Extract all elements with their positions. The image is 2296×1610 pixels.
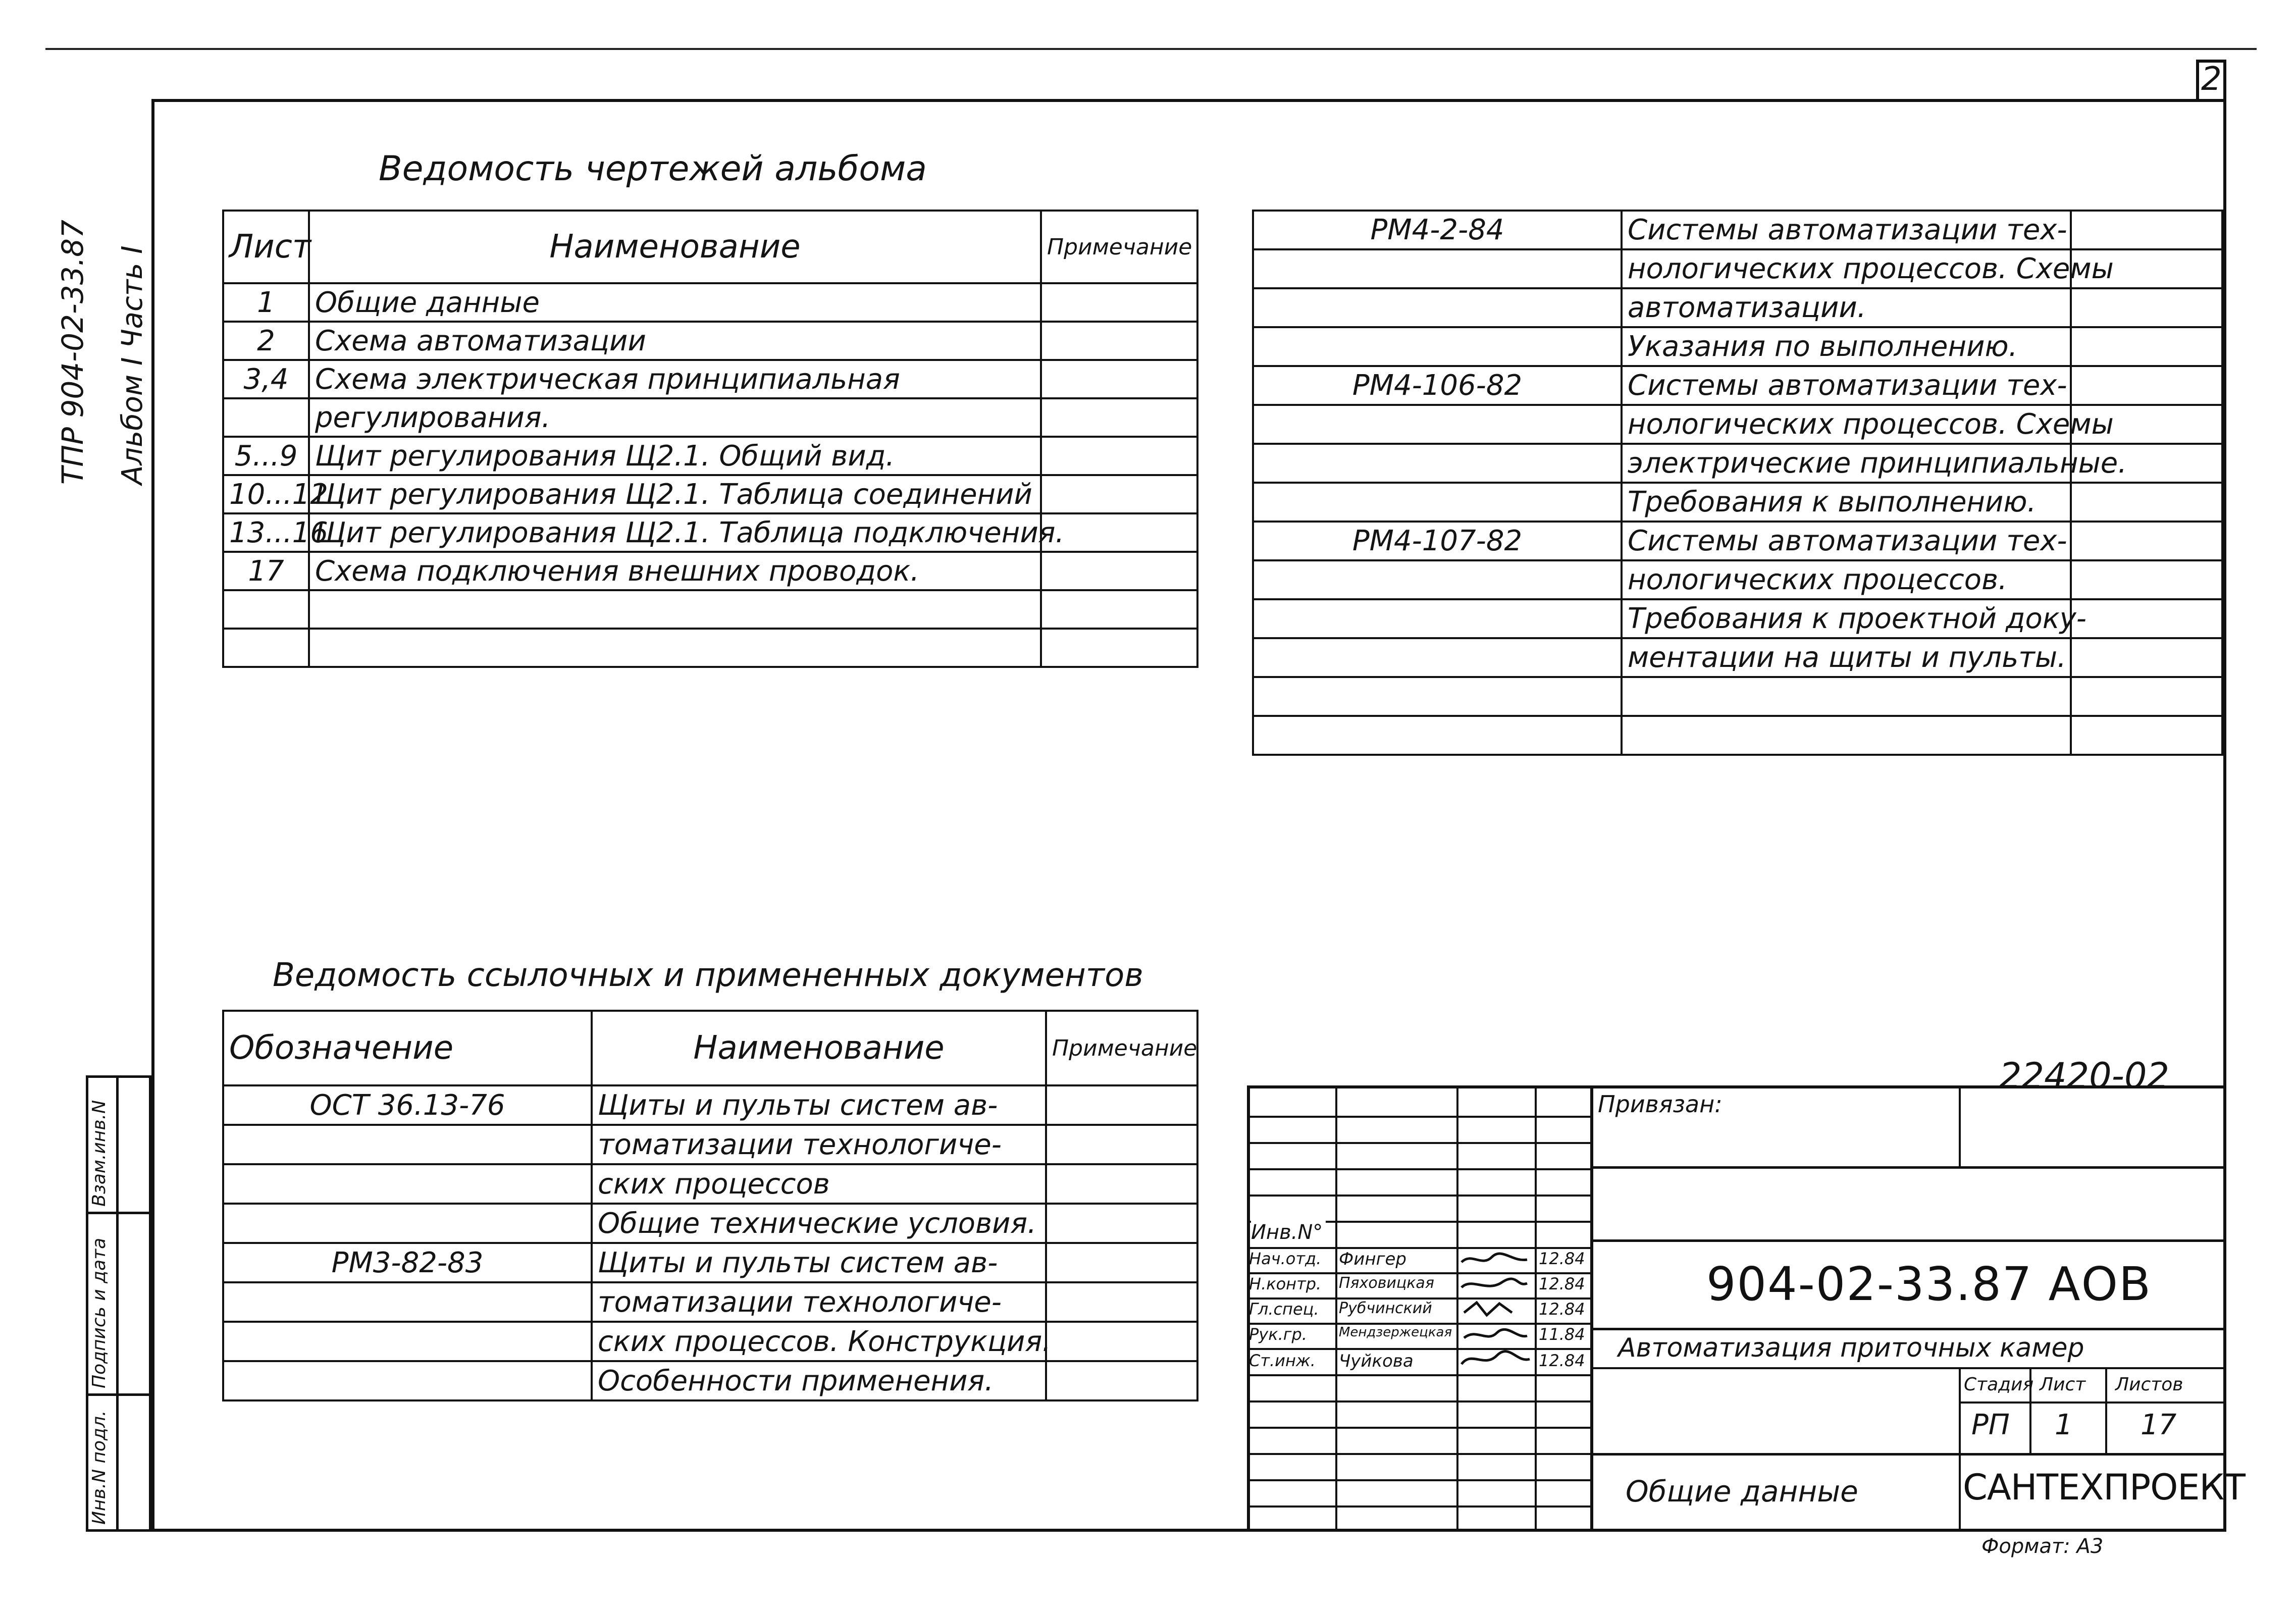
name-cell: Общие данные [309,283,1041,322]
name-cell: нологических процессов. [1622,560,2071,599]
designation: 904-02-33.87 АОВ [1706,1257,2152,1311]
code-cell: ОСТ 36.13-76 [223,1085,592,1125]
table-row [1253,444,2222,483]
name-cell: электрические принципиальные. [1622,444,2071,483]
table-row [1253,483,2222,522]
tb-vline-stage [1959,1367,1961,1532]
table-row [223,437,1197,475]
side-stamp-line2: Альбом I Часть I [116,245,149,485]
name-cell: Щит регулирования Щ2.1. Таблица соединений [309,475,1041,513]
code-cell [1253,444,1622,483]
note-cell [1046,1204,1197,1243]
table-row [223,1322,1197,1361]
tb-hline [1247,1400,1590,1403]
sheet-number: 2 [2201,61,2222,98]
name-cell [1622,716,2071,755]
table-row [223,1164,1197,1204]
table-row [223,1282,1197,1322]
name-cell: Общие технические условия. [592,1204,1046,1243]
tb-vline [1590,1085,1593,1532]
name-cell: регулирования. [309,398,1041,437]
name-cell [309,590,1041,629]
code-cell: РМ4-106-82 [1253,366,1622,405]
table-row [223,398,1197,437]
doc-title: Общие данные [1626,1474,1858,1509]
signature-mark [1462,1254,1527,1262]
sig-name: Мендзержецкая [1339,1325,1452,1340]
code-cell [1253,327,1622,366]
table-row [223,283,1197,322]
name-cell: нологических процессов. Схемы [1622,249,2071,288]
privyazan-label: Привязан: [1598,1090,1723,1118]
table-row [1253,366,2222,405]
podpis-data-label: Подпись и дата [89,1237,110,1388]
code-cell [1253,560,1622,599]
signature-mark [1464,1303,1512,1315]
signature-scribbles [1456,1247,1535,1374]
format-label: Формат: А3 [1981,1535,2104,1558]
tb-vline [1535,1085,1537,1532]
note-cell [2071,211,2222,249]
table-row [1253,638,2222,677]
table-row [223,1125,1197,1164]
code-cell [1253,638,1622,677]
code-cell [223,1125,592,1164]
signature-mark [1464,1329,1527,1338]
name-cell: Схема автоматизации [309,322,1041,360]
table-row [1253,560,2222,599]
tb-stage-hdr-line [1959,1401,2226,1404]
table-row [223,513,1197,552]
name-cell: Требования к проектной доку- [1622,599,2071,638]
note-cell [1041,322,1197,360]
note-cell [1046,1322,1197,1361]
organization: САНТЕХПРОЕКТ [1963,1467,2245,1508]
code-cell [1253,483,1622,522]
note-cell [1046,1361,1197,1400]
note-cell [2071,483,2222,522]
sheet-cell [223,629,309,667]
project-code: 22420-02 [1999,1055,2170,1097]
tb-hline [1247,1348,1590,1350]
name-cell: ских процессов [592,1164,1046,1204]
note-cell [1041,360,1197,398]
note-cell [1041,398,1197,437]
tb-hline [1247,1168,1590,1170]
code-cell [223,1164,592,1204]
note-cell [2071,288,2222,327]
name-cell: Щиты и пульты систем ав- [592,1085,1046,1125]
name-cell: Щит регулирования Щ2.1. Таблица подключения. [309,513,1041,552]
sig-role: Гл.спец. [1249,1300,1319,1319]
name-cell: Щиты и пульты систем ав- [592,1243,1046,1282]
note-cell [2071,638,2222,677]
name-cell: томатизации технологиче- [592,1125,1046,1164]
sheet-label: Лист [2040,1374,2086,1395]
code-cell [223,1361,592,1400]
name-cell [309,629,1041,667]
tb-privyazan-vline [1959,1085,1961,1166]
code-cell: РМ4-2-84 [1253,211,1622,249]
stage-value: РП [1971,1409,2010,1441]
table-row [223,322,1197,360]
table-row [223,1204,1197,1243]
code-cell: РМ3-82-83 [223,1243,592,1282]
name-cell: Требования к выполнению. [1622,483,2071,522]
drawings-list-title: Ведомость чертежей альбома [379,149,927,189]
applied-documents-table [222,1010,1198,1401]
signature-mark [1462,1352,1530,1364]
sheets-value: 17 [2141,1409,2177,1441]
tb-vline-sheets [2105,1367,2107,1453]
tb-vline [1335,1085,1337,1532]
name-cell: Системы автоматизации тех- [1622,522,2071,560]
name-cell: Системы автоматизации тех- [1622,366,2071,405]
code-cell [223,1282,592,1322]
note-cell [2071,327,2222,366]
sheet-cell: 2 [223,322,309,360]
table-row [223,552,1197,590]
table-row [223,629,1197,667]
name-cell: Схема электрическая принципиальная [309,360,1041,398]
sheet-cell [223,398,309,437]
table-row [223,475,1197,513]
applied-documents-title: Ведомость ссылочных и примененных документов [273,957,1143,994]
tb-org-line [1592,1453,2226,1456]
left-strip-divider-1 [86,1212,151,1214]
note-cell [1046,1085,1197,1125]
sig-role: Нач.отд. [1249,1249,1322,1268]
tb-object-line [1592,1328,2226,1330]
tb-designation-line [1592,1239,2226,1242]
header-sheet: Лист [223,211,309,283]
code-cell: РМ4-107-82 [1253,522,1622,560]
note-cell [2071,599,2222,638]
tb-hline [1247,1142,1590,1144]
code-cell [1253,677,1622,716]
inv-podl-label: Инв.N подл. [89,1410,110,1525]
header-name: Наименование [592,1011,1046,1085]
table-row [1253,599,2222,638]
tb-hline [1247,1427,1590,1429]
table-row [223,1243,1197,1282]
sheets-label: Листов [2115,1374,2183,1395]
scan-top-line [45,48,2257,50]
reference-list-table [1252,210,2223,756]
table-row [223,590,1197,629]
note-cell [2071,522,2222,560]
sheet-value: 1 [2055,1409,2073,1441]
tb-privyazan-line [1592,1166,2226,1169]
name-cell: ментации на щиты и пульты. [1622,638,2071,677]
table-row [1253,288,2222,327]
code-cell [223,1204,592,1243]
name-cell: нологических процессов. Схемы [1622,405,2071,444]
table-row [1253,327,2222,366]
code-cell [1253,405,1622,444]
note-cell [1041,590,1197,629]
name-cell: Системы автоматизации тех- [1622,211,2071,249]
sheet-cell [223,590,309,629]
name-cell [1622,677,2071,716]
sheet-cell: 10...12 [223,475,309,513]
sig-name: Рубчинский [1339,1300,1432,1317]
side-stamp-line1: ТПР 904-02-33.87 [56,220,90,485]
code-cell [1253,716,1622,755]
sig-date: 12.84 [1539,1274,1585,1293]
note-cell [2071,677,2222,716]
code-cell [223,1322,592,1361]
sig-date: 11.84 [1539,1325,1585,1344]
table-row [1253,522,2222,560]
tb-hline [1247,1505,1590,1508]
table-row [1253,677,2222,716]
sheet-cell: 13...16 [223,513,309,552]
header-name: Наименование [309,211,1041,283]
header-code: Обозначение [223,1011,592,1085]
table-row [1253,249,2222,288]
table-row [223,1361,1197,1400]
vzam-inv-label: Взам.инв.N [89,1100,110,1207]
left-strip-divider-2 [86,1393,151,1396]
sig-name: Фингер [1339,1249,1406,1269]
tb-hline [1247,1479,1590,1481]
name-cell: Схема подключения внешних проводок. [309,552,1041,590]
table-row [223,1085,1197,1125]
note-cell [1041,552,1197,590]
drawings-list-table [222,210,1198,668]
table-row [1253,405,2222,444]
header-note: Примечание [1046,1011,1197,1085]
note-cell [1046,1125,1197,1164]
sheet-cell: 5...9 [223,437,309,475]
sig-role: Рук.гр. [1249,1325,1308,1344]
name-cell: томатизации технологиче- [592,1282,1046,1322]
sheet-cell: 17 [223,552,309,590]
note-cell [1041,629,1197,667]
sig-role: Н.контр. [1249,1274,1322,1293]
name-cell: Особенности применения. [592,1361,1046,1400]
code-cell [1253,288,1622,327]
table-row [1253,716,2222,755]
code-cell [1253,599,1622,638]
sig-role: Ст.инж. [1249,1351,1316,1370]
note-cell [2071,716,2222,755]
stage-label: Стадия [1964,1374,2034,1395]
note-cell [1041,437,1197,475]
name-cell: Щит регулирования Щ2.1. Общий вид. [309,437,1041,475]
note-cell [1041,475,1197,513]
object-name: Автоматизация приточных камер [1618,1333,2084,1363]
sig-name: Чуйкова [1339,1351,1414,1371]
code-cell [1253,249,1622,288]
inv-no-label: Инв.N° [1251,1221,1326,1244]
name-cell: Указания по выполнению. [1622,327,2071,366]
table-row [223,360,1197,398]
name-cell: автоматизации. [1622,288,2071,327]
sig-name: Пяховицкая [1339,1274,1434,1292]
left-strip-divider-v [116,1075,119,1532]
header-note: Примечание [1041,211,1197,283]
note-cell [2071,560,2222,599]
sheet-cell: 3,4 [223,360,309,398]
note-cell [1041,283,1197,322]
table-header-row [223,211,1197,283]
note-cell [1041,513,1197,552]
tb-hline [1247,1194,1590,1197]
table-row [1253,211,2222,249]
note-cell [1046,1164,1197,1204]
signature-mark [1462,1279,1527,1287]
note-cell [1046,1282,1197,1322]
sig-date: 12.84 [1539,1300,1585,1319]
sig-date: 12.84 [1539,1249,1585,1268]
note-cell [1046,1243,1197,1282]
table-header-row [223,1011,1197,1085]
tb-hline [1247,1453,1590,1455]
sig-date: 12.84 [1539,1351,1585,1370]
tb-hline [1247,1116,1590,1118]
tb-hline [1247,1374,1590,1376]
sheet-cell: 1 [223,283,309,322]
name-cell: ских процессов. Конструкция. [592,1322,1046,1361]
note-cell [2071,366,2222,405]
